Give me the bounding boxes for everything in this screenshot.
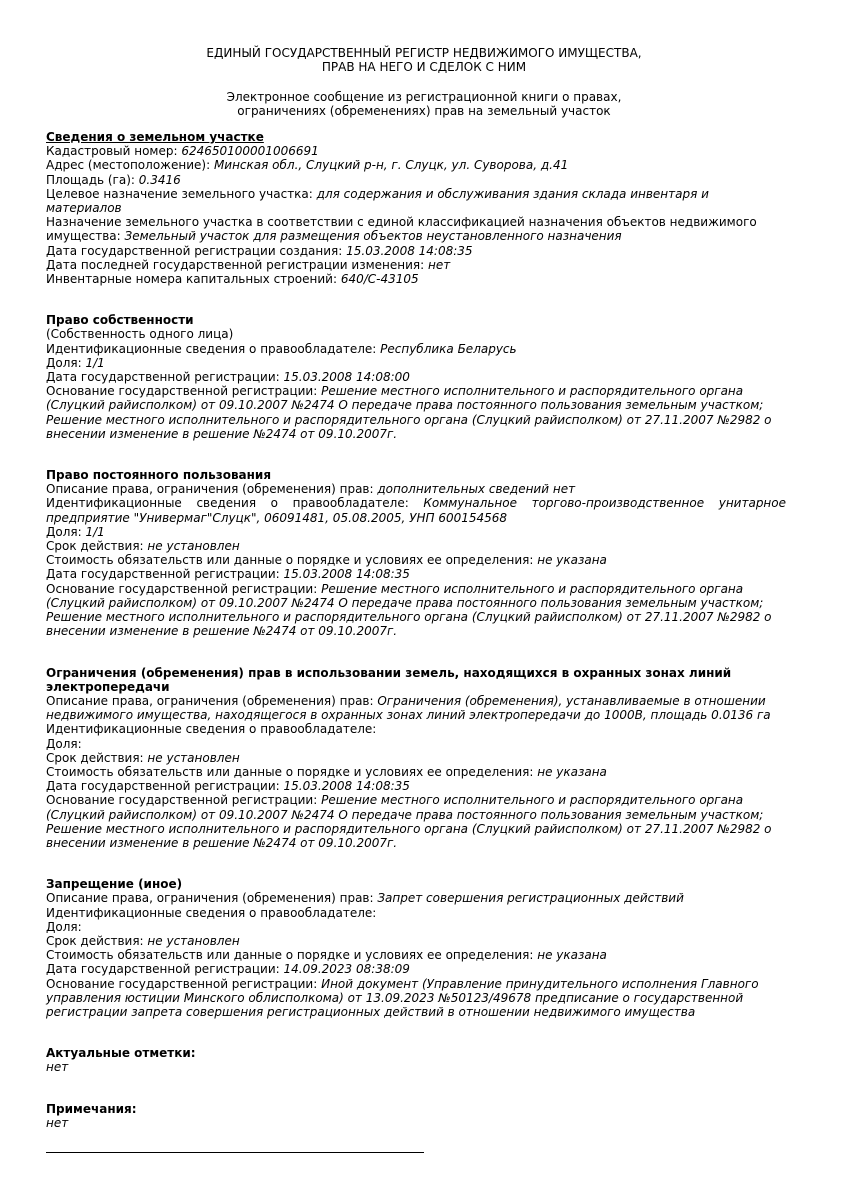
field-label: Дата государственной регистрации: bbox=[46, 567, 284, 582]
field-value: не указана bbox=[537, 553, 607, 568]
field-label: Адрес (местоположение): bbox=[46, 158, 214, 173]
document-subheader bbox=[0, 90, 848, 118]
field-label: Срок действия: bbox=[46, 933, 148, 948]
land-title: Сведения о земельном участке bbox=[46, 130, 264, 144]
field-value: Решение местного исполнительного и распорядительного органа (Слуцкий райисполком) от 09.10.2007 №2474 О передаче права постоянного пользования земельным участком; Решение местного исполнительного и распорядительного органа (Слуцкий райисполком) от 27.11.2007 №2982 о внесении изменение в решение №2474 от 09.10.2007г. bbox=[46, 384, 772, 441]
ownership-share bbox=[46, 356, 786, 370]
ownership-reg-date bbox=[46, 370, 786, 384]
restrictions-term bbox=[46, 751, 786, 765]
field-value: Минская обл., Слуцкий р-н, г. Слуцк, ул. Суворова, д.41 bbox=[213, 158, 569, 173]
field-value: не установлен bbox=[147, 750, 240, 765]
prohibition-reg-date bbox=[46, 962, 786, 976]
ownership-title: Право собственности bbox=[46, 313, 194, 328]
field-label: Идентификационные сведения о правообладателе: bbox=[46, 341, 381, 356]
field-value: 640/C-43105 bbox=[340, 272, 419, 287]
field-value: 1/1 bbox=[85, 524, 105, 539]
field-value: 15.03.2008 14:08:35 bbox=[346, 243, 473, 258]
prohibition-term bbox=[46, 934, 786, 948]
ownership-section bbox=[46, 313, 786, 441]
field-value: 14.09.2023 08:38:09 bbox=[283, 962, 410, 977]
notes-title: Примечания: bbox=[46, 1101, 137, 1116]
field-label: Целевое назначение земельного участка: bbox=[46, 186, 317, 201]
permanent-use-title: Право постоянного пользования bbox=[46, 468, 272, 483]
field-value: дополнительных сведений нет bbox=[377, 482, 576, 497]
bottom-rule bbox=[46, 1152, 424, 1153]
permanent-use-section bbox=[46, 468, 786, 638]
restrictions-section bbox=[46, 666, 786, 851]
prohibition-desc bbox=[46, 891, 786, 905]
field-value: не указана bbox=[537, 764, 607, 779]
permanent-use-basis bbox=[46, 582, 786, 639]
permanent-use-desc bbox=[46, 482, 786, 496]
field-value: Решение местного исполнительного и распорядительного органа (Слуцкий райисполком) от 09.10.2007 №2474 О передаче права постоянного пользования земельным участком; Решение местного исполнительного и распорядительного органа (Слуцкий райисполком) от 27.11.2007 №2982 о внесении изменение в решение №2474 от 09.10.2007г. bbox=[46, 581, 772, 639]
prohibition-share: Доля: bbox=[46, 919, 82, 934]
marks-title: Актуальные отметки: bbox=[46, 1046, 196, 1061]
field-label: Доля: bbox=[46, 524, 86, 539]
permanent-use-share bbox=[46, 525, 786, 539]
restrictions-basis bbox=[46, 793, 786, 850]
spacer bbox=[46, 441, 786, 468]
document-header bbox=[0, 46, 848, 74]
spacer bbox=[46, 639, 786, 666]
field-value: Коммунальное торгово-производственное унитарное предприятие "Универмаг"Слуцк", 06091481, 05.08.2005, УНП 600154568 bbox=[46, 496, 787, 525]
field-value: Земельный участок для размещения объектов неустановленного назначения bbox=[124, 229, 622, 244]
prohibition-title: Запрещение (иное) bbox=[46, 877, 183, 892]
restrictions-holder: Идентификационные сведения о правообладателе: bbox=[46, 722, 377, 737]
field-label: Основание государственной регистрации: bbox=[46, 581, 322, 596]
notes-section bbox=[46, 1102, 786, 1130]
field-value: 15.03.2008 14:08:35 bbox=[283, 567, 410, 582]
field-value: не установлен bbox=[147, 539, 240, 554]
field-value: не установлен bbox=[147, 933, 240, 948]
field-value: нет bbox=[427, 257, 451, 272]
restrictions-title: Ограничения (обременения) прав в использовании земель, находящихся в охранных зонах линий электропередачи bbox=[46, 665, 732, 694]
marks-value: нет bbox=[46, 1060, 69, 1075]
spacer bbox=[46, 1075, 786, 1102]
field-value: 624650100001006691 bbox=[181, 144, 319, 159]
field-label: Дата государственной регистрации: bbox=[46, 779, 284, 794]
field-label: Основание государственной регистрации: bbox=[46, 793, 322, 808]
field-label: Стоимость обязательств или данные о порядке и условиях ее определения: bbox=[46, 948, 538, 963]
restrictions-desc bbox=[46, 694, 786, 722]
field-label: Дата государственной регистрации: bbox=[46, 370, 284, 385]
notes-value: нет bbox=[46, 1115, 69, 1130]
field-value: не указана bbox=[537, 948, 607, 963]
field-label: Описание права, ограничения (обременения) прав: bbox=[46, 482, 378, 497]
ownership-kind: (Собственность одного лица) bbox=[46, 327, 234, 342]
land-changed bbox=[46, 258, 786, 272]
field-label: Срок действия: bbox=[46, 750, 148, 765]
header-line-2: ПРАВ НА НЕГО И СДЕЛОК С НИМ bbox=[321, 60, 527, 75]
field-value: 0.3416 bbox=[138, 172, 181, 187]
field-value: для содержания и обслуживания здания склада инвентаря и материалов bbox=[46, 186, 709, 216]
ownership-holder bbox=[46, 342, 786, 356]
field-value: 15.03.2008 14:08:35 bbox=[283, 779, 410, 794]
field-label: Дата последней государственной регистрации изменения: bbox=[46, 257, 428, 272]
field-value: Иной документ (Управление принудительного исполнения Главного управления юстиции Минского облисполкома) от 13.09.2023 №50123/49678 предписание о государственной регистрации запрета совершения регистрационных действий в отношении недвижимого имущества bbox=[46, 976, 759, 1019]
land-inventory bbox=[46, 272, 786, 286]
ownership-basis bbox=[46, 384, 786, 441]
field-value: 15.03.2008 14:08:00 bbox=[283, 370, 410, 385]
document-content bbox=[46, 130, 786, 1130]
permanent-use-term bbox=[46, 539, 786, 553]
field-label: Кадастровый номер: bbox=[46, 144, 182, 159]
permanent-use-holder bbox=[46, 496, 786, 524]
subheader-line-2: ограничениях (обременениях) прав на земельный участок bbox=[237, 104, 611, 119]
field-value: Решение местного исполнительного и распорядительного органа (Слуцкий райисполком) от 09.10.2007 №2474 О передаче права постоянного пользования земельным участком; Решение местного исполнительного и распорядительного органа (Слуцкий райисполком) от 27.11.2007 №2982 о внесении изменение в решение №2474 от 09.10.2007г. bbox=[46, 793, 772, 850]
spacer bbox=[46, 1019, 786, 1046]
field-label: Описание права, ограничения (обременения) прав: bbox=[46, 693, 378, 708]
land-classification bbox=[46, 215, 786, 243]
field-value: Запрет совершения регистрационных действий bbox=[377, 891, 684, 906]
field-value: 1/1 bbox=[85, 355, 105, 370]
field-label: Основание государственной регистрации: bbox=[46, 976, 322, 991]
field-label: Площадь (га): bbox=[46, 172, 139, 187]
spacer bbox=[46, 850, 786, 877]
restrictions-share: Доля: bbox=[46, 736, 82, 751]
field-label: Дата государственной регистрации: bbox=[46, 962, 284, 977]
field-label: Стоимость обязательств или данные о порядке и условиях ее определения: bbox=[46, 764, 538, 779]
field-value: Ограничения (обременения), устанавливаемые в отношении недвижимого имущества, находящегося в охранных зонах линий электропередачи до 1000В, площадь 0.0136 га bbox=[46, 693, 771, 723]
field-label: Основание государственной регистрации: bbox=[46, 384, 322, 399]
field-label: Назначение земельного участка в соответствии с единой классификацией назначения объектов недвижимого имущества: bbox=[46, 215, 757, 244]
field-label: Инвентарные номера капитальных строений: bbox=[46, 272, 341, 287]
restrictions-reg-date bbox=[46, 779, 786, 793]
land-section bbox=[46, 130, 786, 286]
land-cadastral bbox=[46, 144, 786, 158]
land-created bbox=[46, 244, 786, 258]
permanent-use-reg-date bbox=[46, 567, 786, 581]
spacer bbox=[46, 286, 786, 313]
land-address bbox=[46, 158, 786, 172]
field-value: Республика Беларусь bbox=[380, 341, 517, 356]
field-label: Стоимость обязательств или данные о порядке и условиях ее определения: bbox=[46, 553, 538, 568]
field-label: Срок действия: bbox=[46, 539, 148, 554]
prohibition-basis bbox=[46, 977, 786, 1020]
prohibition-cost bbox=[46, 948, 786, 962]
land-area bbox=[46, 173, 786, 187]
field-label: Дата государственной регистрации создания: bbox=[46, 243, 347, 258]
marks-section bbox=[46, 1046, 786, 1074]
prohibition-holder: Идентификационные сведения о правообладателе: bbox=[46, 905, 377, 920]
prohibition-section bbox=[46, 877, 786, 1019]
field-label: Описание права, ограничения (обременения) прав: bbox=[46, 891, 378, 906]
restrictions-cost bbox=[46, 765, 786, 779]
land-purpose bbox=[46, 187, 786, 215]
permanent-use-cost bbox=[46, 553, 786, 567]
subheader-line-1: Электронное сообщение из регистрационной книги о правах, bbox=[226, 90, 622, 104]
field-label: Доля: bbox=[46, 355, 86, 370]
header-line-1: ЕДИНЫЙ ГОСУДАРСТВЕННЫЙ РЕГИСТР НЕДВИЖИМОГО ИМУЩЕСТВА, bbox=[206, 46, 642, 60]
field-label: Идентификационные сведения о правообладателе: bbox=[46, 496, 424, 511]
